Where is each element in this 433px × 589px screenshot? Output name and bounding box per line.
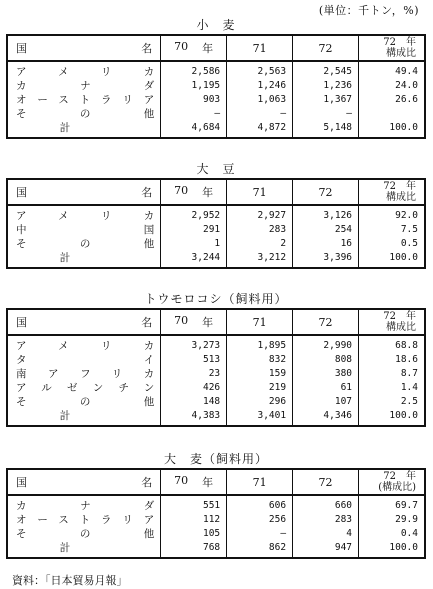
header-70: 70 年 — [161, 179, 227, 205]
header-72: 72 — [293, 309, 359, 335]
total-row: 計 4,383 3,401 4,346 100.0 — [7, 409, 425, 426]
header-share: 72 年 構成比 — [359, 35, 425, 61]
header-72: 72 — [293, 469, 359, 495]
total-row: 計 4,684 4,872 5,148 100.0 — [7, 121, 425, 138]
header-71: 71 — [227, 35, 293, 61]
table-row: その他 105 — 4 0.4 — [7, 527, 425, 541]
table-row: オーストラリア 903 1,063 1,367 26.6 — [7, 93, 425, 107]
unit-note: (単位：千トン，%) — [318, 4, 419, 17]
section-corn — [6, 290, 426, 427]
table-row: アメリカ 2,952 2,927 3,126 92.0 — [7, 205, 425, 223]
section-soybeans — [6, 160, 426, 269]
total-row: 計 768 862 947 100.0 — [7, 541, 425, 558]
header-share: 72 年 構成比 — [359, 179, 425, 205]
section-title: 大 麦（飼料用） — [163, 452, 268, 466]
table-corn — [6, 308, 426, 427]
table-wheat — [6, 34, 426, 139]
table-row: オーストラリア 112 256 283 29.9 — [7, 513, 425, 527]
table-row: その他 — — — — [7, 107, 425, 121]
header-country: 国 名 — [7, 309, 161, 335]
section-title: 大 豆 — [196, 162, 236, 176]
table-row: タイ 513 832 808 18.6 — [7, 353, 425, 367]
table-soybeans — [6, 178, 426, 269]
section-title: トウモロコシ（飼料用） — [144, 292, 288, 306]
table-row: アルゼンチン 426 219 61 1.4 — [7, 381, 425, 395]
total-row: 計 3,244 3,212 3,396 100.0 — [7, 251, 425, 268]
header-country: 国 名 — [7, 469, 161, 495]
header-country: 国 名 — [7, 179, 161, 205]
table-row: 南アフリカ 23 159 380 8.7 — [7, 367, 425, 381]
source-note: 資料：「日本貿易月報」 — [12, 574, 128, 587]
header-70: 70 年 — [161, 469, 227, 495]
header-71: 71 — [227, 469, 293, 495]
table-row: その他 148 296 107 2.5 — [7, 395, 425, 409]
header-71: 71 — [227, 309, 293, 335]
section-barley — [6, 450, 426, 559]
header-country: 国 名 — [7, 35, 161, 61]
table-row: アメリカ 3,273 1,895 2,990 68.8 — [7, 335, 425, 353]
header-71: 71 — [227, 179, 293, 205]
section-wheat — [6, 16, 426, 139]
header-72: 72 — [293, 35, 359, 61]
header-share: 72 年 (構成比) — [359, 469, 425, 495]
header-72: 72 — [293, 179, 359, 205]
table-barley — [6, 468, 426, 559]
table-row: その他 1 2 16 0.5 — [7, 237, 425, 251]
header-70: 70 年 — [161, 309, 227, 335]
table-row: アメリカ 2,586 2,563 2,545 49.4 — [7, 61, 425, 79]
header-70: 70 年 — [161, 35, 227, 61]
table-row: カナダ 551 606 660 69.7 — [7, 495, 425, 513]
header-share: 72 年 構成比 — [359, 309, 425, 335]
table-row: カナダ 1,195 1,246 1,236 24.0 — [7, 79, 425, 93]
table-row: 中国 291 283 254 7.5 — [7, 223, 425, 237]
section-title: 小 麦 — [196, 18, 236, 32]
